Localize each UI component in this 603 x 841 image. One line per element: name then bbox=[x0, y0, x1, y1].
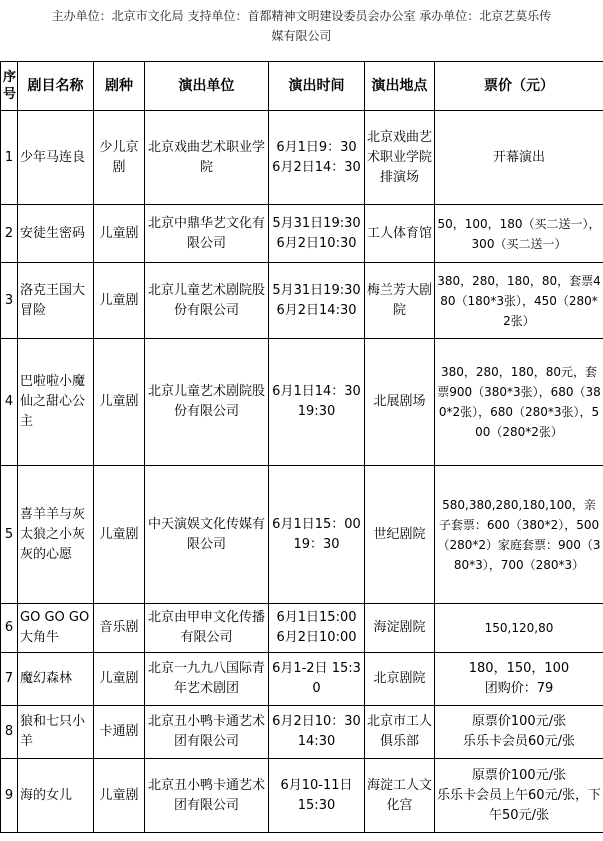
cell-venue: 北展剧场 bbox=[365, 339, 435, 466]
time-line: 6月2日10：30 bbox=[272, 714, 361, 729]
time-line: 6月1日15:00 bbox=[276, 610, 357, 625]
cell-time bbox=[269, 339, 365, 466]
cell-venue: 北京剧院 bbox=[365, 653, 435, 706]
cell-no: 8 bbox=[1, 706, 18, 759]
cell-price bbox=[435, 653, 603, 706]
cell-org: 北京儿童艺术剧院股份有限公司 bbox=[145, 339, 269, 466]
price-line: 180，150，100 bbox=[468, 661, 570, 676]
time-line: 6月2日10:30 bbox=[276, 235, 357, 251]
cell-org: 北京中鼎华艺文化有限公司 bbox=[145, 205, 269, 263]
price-line: 380，280，180，80，套票480（180*3张），450（280*2张） bbox=[437, 273, 601, 328]
cell-genre: 卡通剧 bbox=[94, 706, 145, 759]
cell-time bbox=[269, 604, 365, 653]
time-line: 19:30 bbox=[297, 404, 336, 419]
col-header-price: 票价（元） bbox=[435, 62, 603, 111]
cell-org: 北京丑小鸭卡通艺术团有限公司 bbox=[145, 759, 269, 833]
cell-genre: 儿童剧 bbox=[94, 653, 145, 706]
price-line: 50，100，180（买二送一），300（买二送一） bbox=[437, 216, 601, 251]
price-line: 乐乐卡会员上午60元/张，下午50元/张 bbox=[437, 787, 601, 823]
cell-price bbox=[435, 706, 603, 759]
cell-org: 北京一九九八国际青年艺术剧团 bbox=[145, 653, 269, 706]
cell-name: 洛克王国大冒险 bbox=[18, 263, 94, 339]
time-line: 6月2日14:30 bbox=[276, 302, 357, 318]
table-row bbox=[1, 759, 603, 833]
col-header-genre: 剧种 bbox=[94, 62, 145, 111]
header-line-1: 主办单位：北京市文化局 支持单位：首都精神文明建设委员会办公室 承办单位：北京艺莫乐传 bbox=[51, 9, 552, 23]
table-row bbox=[1, 263, 603, 339]
cell-venue: 世纪剧院 bbox=[365, 466, 435, 604]
time-line: 6月2日14：30 bbox=[272, 159, 361, 175]
table-row bbox=[1, 111, 603, 205]
col-header-time: 演出时间 bbox=[269, 62, 365, 111]
cell-venue: 海淀工人文化宫 bbox=[365, 759, 435, 833]
price-line: 580,380,280,180,100，亲子套票：600（380*2），500（280*2）家庭套票：900（380*3），700（280*3） bbox=[437, 497, 601, 572]
cell-name: 魔幻森林 bbox=[18, 653, 94, 706]
cell-genre: 儿童剧 bbox=[94, 205, 145, 263]
cell-name: 少年马连良 bbox=[18, 111, 94, 205]
cell-name: 安徒生密码 bbox=[18, 205, 94, 263]
cell-no: 7 bbox=[1, 653, 18, 706]
cell-venue: 北京戏曲艺术职业学院排演场 bbox=[365, 111, 435, 205]
cell-no: 9 bbox=[1, 759, 18, 833]
time-line: 15:30 bbox=[297, 797, 336, 813]
cell-genre: 儿童剧 bbox=[94, 759, 145, 833]
cell-no: 4 bbox=[1, 339, 18, 466]
table-row bbox=[1, 604, 603, 653]
time-line: 6月1日9：30 bbox=[276, 139, 357, 155]
cell-price bbox=[435, 466, 603, 604]
cell-org: 中天演娱文化传媒有限公司 bbox=[145, 466, 269, 604]
cell-venue: 梅兰芳大剧院 bbox=[365, 263, 435, 339]
table-row bbox=[1, 466, 603, 604]
col-header-no: 序号 bbox=[1, 62, 18, 111]
col-header-org: 演出单位 bbox=[145, 62, 269, 111]
time-line: 6月1日14：30 bbox=[272, 384, 361, 399]
cell-genre: 音乐剧 bbox=[94, 604, 145, 653]
table-header-row bbox=[1, 62, 603, 111]
cell-genre: 少儿京剧 bbox=[94, 111, 145, 205]
time-line: 5月31日19:30 bbox=[272, 215, 361, 231]
cell-org: 北京戏曲艺术职业学院 bbox=[145, 111, 269, 205]
price-line: 开幕演出 bbox=[492, 149, 545, 165]
cell-time bbox=[269, 111, 365, 205]
cell-name: 巴啦啦小魔仙之甜心公主 bbox=[18, 339, 94, 466]
price-line: 原票价100元/张 bbox=[471, 767, 567, 783]
cell-price bbox=[435, 339, 603, 466]
time-line: 14:30 bbox=[297, 734, 336, 749]
time-line: 6月2日10:00 bbox=[276, 630, 357, 645]
cell-price bbox=[435, 759, 603, 833]
price-line: 150,120,80 bbox=[484, 621, 554, 635]
cell-venue: 北京市工人俱乐部 bbox=[365, 706, 435, 759]
table-row bbox=[1, 706, 603, 759]
cell-price bbox=[435, 263, 603, 339]
cell-no: 6 bbox=[1, 604, 18, 653]
time-line: 19：30 bbox=[293, 536, 340, 552]
cell-genre: 儿童剧 bbox=[94, 466, 145, 604]
cell-price bbox=[435, 604, 603, 653]
cell-venue: 海淀剧院 bbox=[365, 604, 435, 653]
table-row bbox=[1, 653, 603, 706]
header-line-2: 媒有限公司 bbox=[271, 29, 332, 43]
time-line: 6月10-11日 bbox=[280, 777, 353, 793]
cell-time bbox=[269, 205, 365, 263]
price-line: 团购价：79 bbox=[484, 681, 554, 696]
price-line: 原票价100元/张 bbox=[471, 714, 567, 729]
cell-org: 北京由甲申文化传播有限公司 bbox=[145, 604, 269, 653]
cell-venue: 工人体育馆 bbox=[365, 205, 435, 263]
time-line: 6月1-2日 15:30 bbox=[272, 661, 361, 696]
cell-no: 2 bbox=[1, 205, 18, 263]
cell-time bbox=[269, 653, 365, 706]
table-row bbox=[1, 205, 603, 263]
time-line: 6月1日15：00 bbox=[272, 516, 361, 532]
price-line: 乐乐卡会员60元/张 bbox=[463, 734, 575, 749]
cell-genre: 儿童剧 bbox=[94, 263, 145, 339]
cell-no: 3 bbox=[1, 263, 18, 339]
performance-table bbox=[0, 61, 603, 833]
time-line: 5月31日19:30 bbox=[272, 282, 361, 298]
cell-price bbox=[435, 111, 603, 205]
cell-name: 狼和七只小羊 bbox=[18, 706, 94, 759]
cell-no: 1 bbox=[1, 111, 18, 205]
cell-time bbox=[269, 263, 365, 339]
cell-org: 北京儿童艺术剧院股份有限公司 bbox=[145, 263, 269, 339]
cell-time bbox=[269, 759, 365, 833]
cell-time bbox=[269, 706, 365, 759]
col-header-name: 剧目名称 bbox=[18, 62, 94, 111]
cell-name: 喜羊羊与灰太狼之小灰灰的心愿 bbox=[18, 466, 94, 604]
cell-name: GO GO GO大角牛 bbox=[18, 604, 94, 653]
col-header-venue: 演出地点 bbox=[365, 62, 435, 111]
cell-name: 海的女儿 bbox=[18, 759, 94, 833]
header bbox=[0, 0, 603, 46]
cell-genre: 儿童剧 bbox=[94, 339, 145, 466]
cell-no: 5 bbox=[1, 466, 18, 604]
cell-price bbox=[435, 205, 603, 263]
cell-org: 北京丑小鸭卡通艺术团有限公司 bbox=[145, 706, 269, 759]
price-line: 380，280，180，80元，套票900（380*3张），680（380*2张），680（280*3张），500（280*2张） bbox=[437, 365, 601, 439]
table-row bbox=[1, 339, 603, 466]
cell-time bbox=[269, 466, 365, 604]
